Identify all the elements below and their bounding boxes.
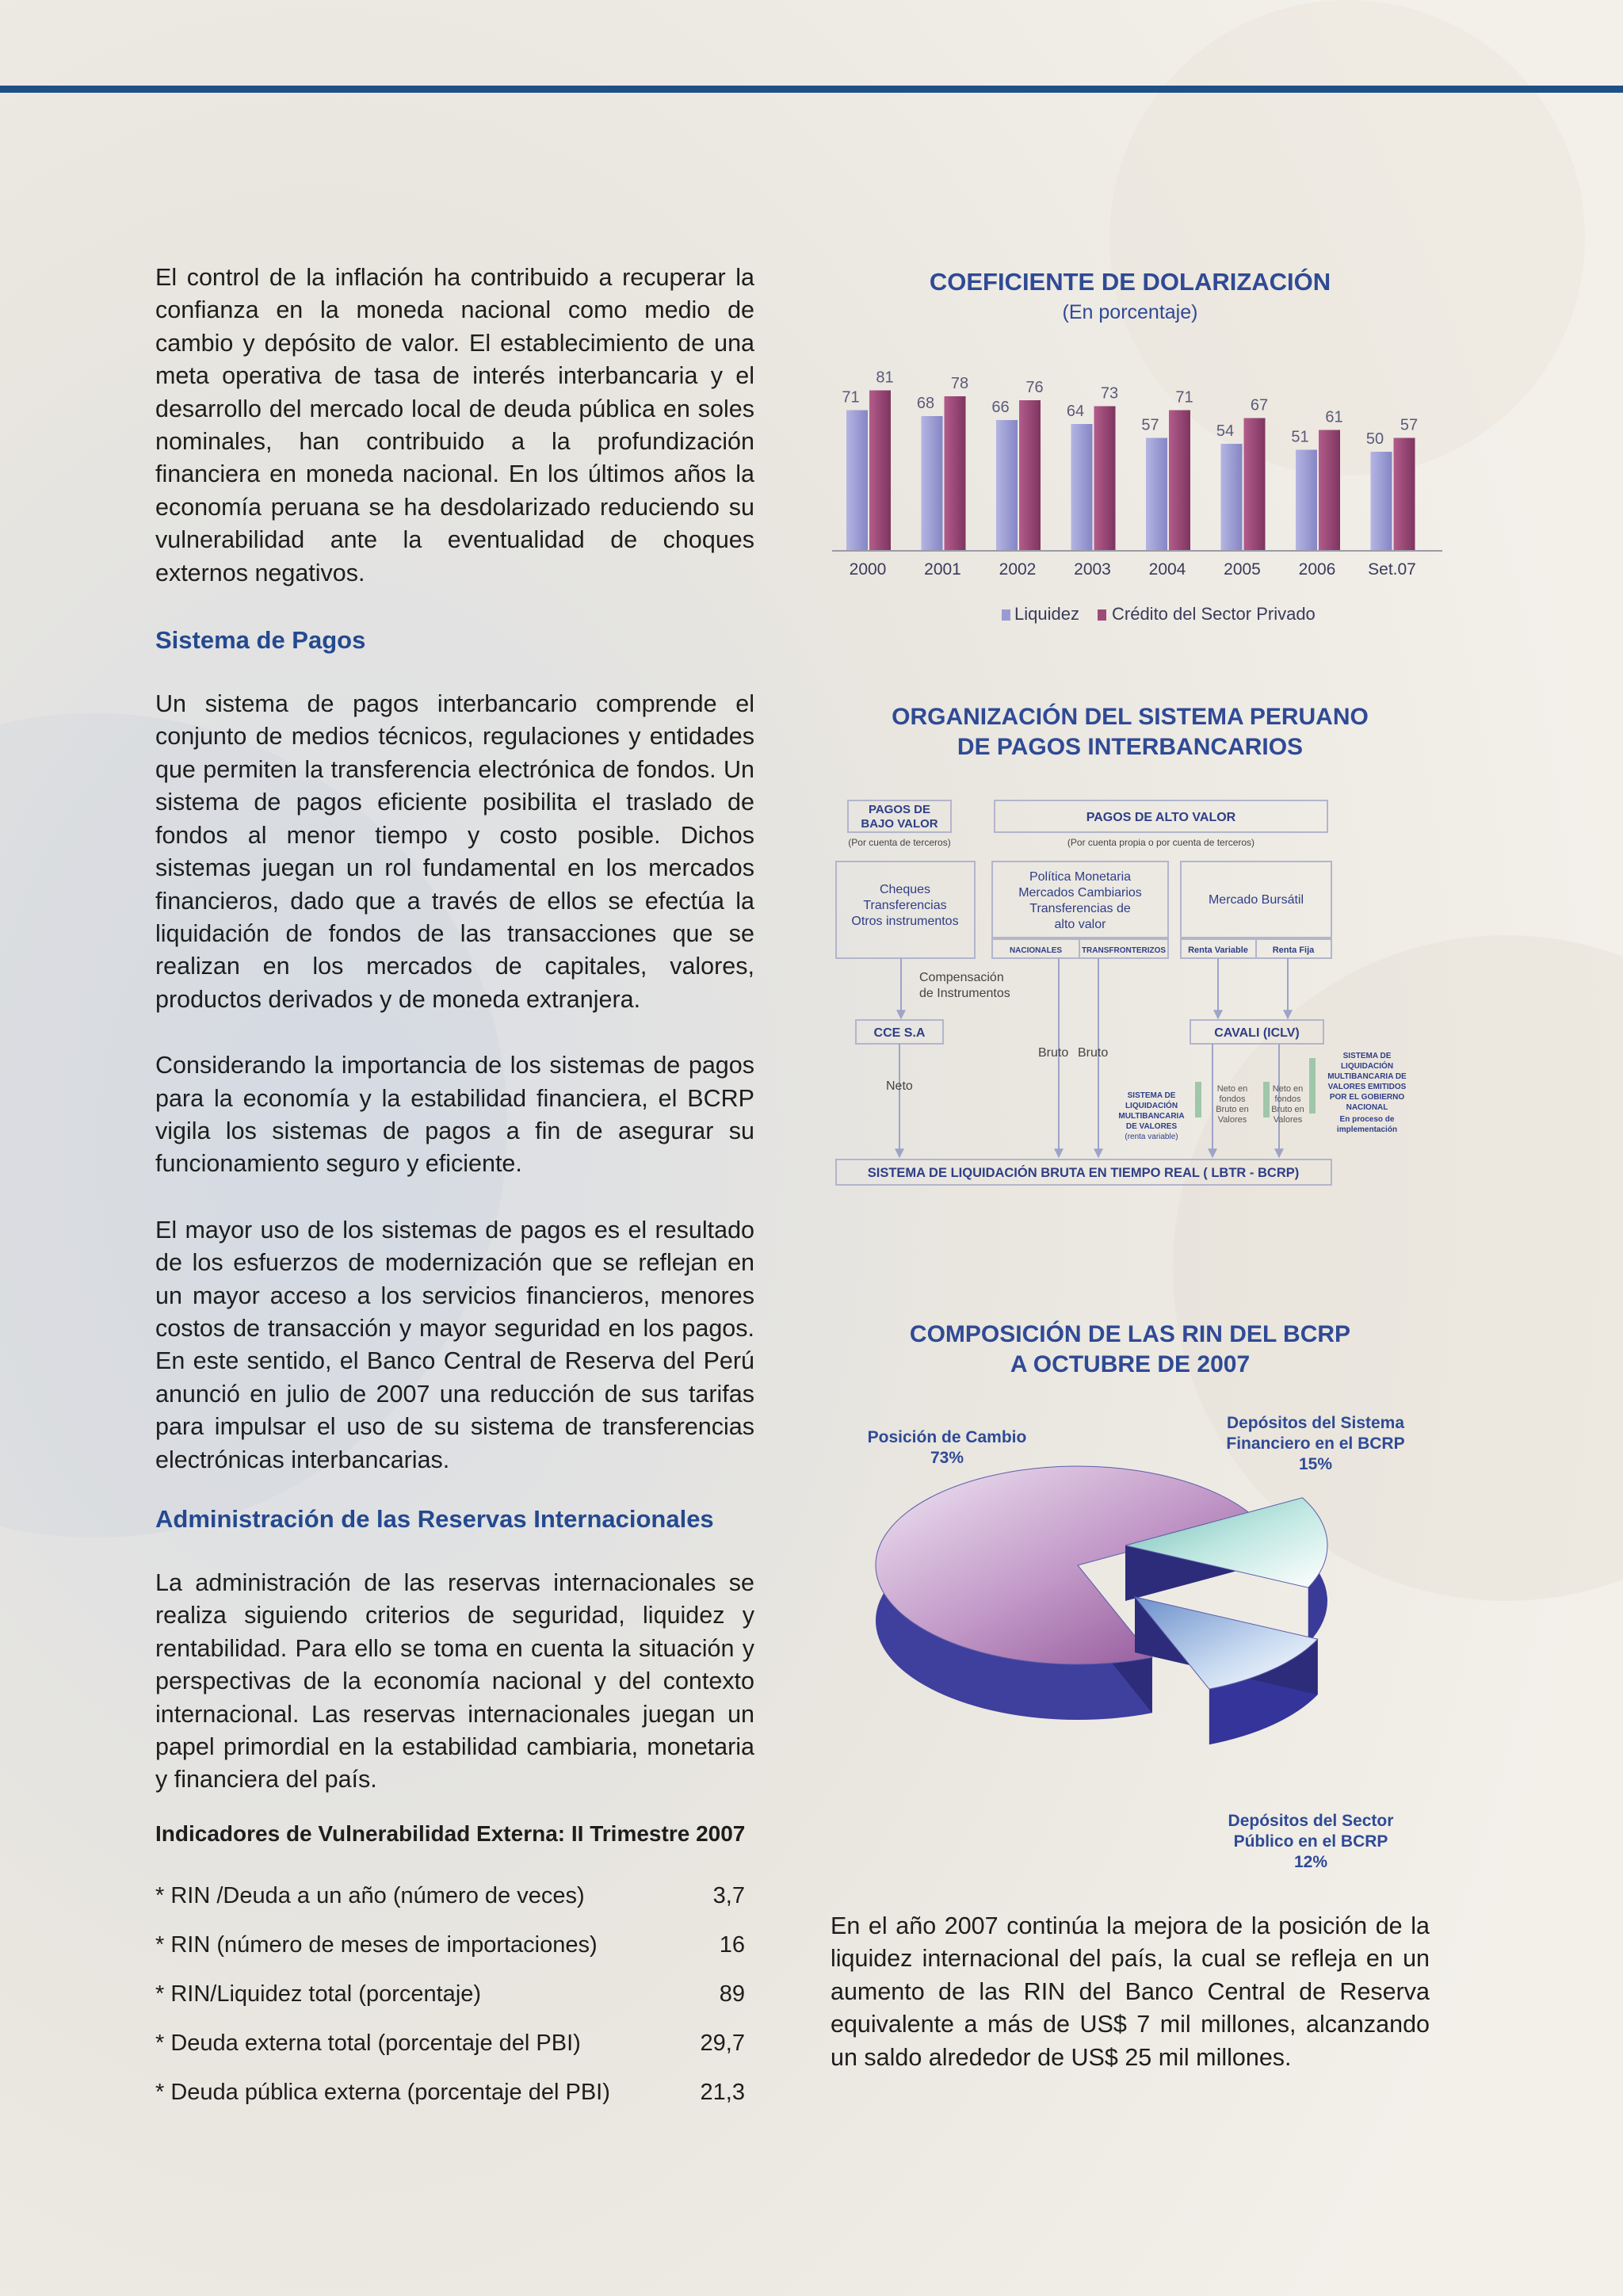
label-en-proceso: En proceso de [1339, 1115, 1395, 1124]
payments-diagram [824, 789, 1458, 1193]
legend [1002, 604, 1316, 624]
bar-credito-2006 [1319, 430, 1340, 552]
bar-value-label: 54 [1216, 422, 1235, 440]
x-tick-label: 2000 [849, 560, 887, 579]
label-bajo-valor: BAJO VALOR [861, 817, 938, 831]
pie-slice-label: Depósitos del Sistema [1226, 1414, 1405, 1432]
label-slmv-line: (renta variable) [1125, 1133, 1178, 1141]
indicator-label: * RIN /Deuda a un año (número de veces) [155, 1883, 585, 1908]
indicator-value: 89 [719, 1981, 745, 2007]
label-mercado-bursatil: Mercado Bursátil [1208, 893, 1304, 907]
label-bruto: Bruto [1078, 1046, 1109, 1060]
bar-value-label: 81 [876, 369, 894, 387]
bar-value-label: 71 [842, 388, 860, 407]
bar-credito-2004 [1169, 411, 1190, 552]
label-pagos-alto-valor: PAGOS DE ALTO VALOR [1086, 811, 1236, 824]
pie-slice-label: Financiero en el BCRP [1226, 1435, 1405, 1453]
indicator-label: * RIN (número de meses de importaciones) [155, 1932, 598, 1958]
green-marker [1195, 1082, 1201, 1117]
x-tick-label: 2003 [1074, 560, 1111, 579]
bar-value-label: 61 [1325, 408, 1343, 426]
indicator-value: 3,7 [712, 1883, 745, 1908]
bar-value-label: 51 [1291, 428, 1309, 446]
bar-value-label: 57 [1141, 416, 1159, 434]
label-neto-fondos-line: Bruto en [1271, 1105, 1304, 1114]
bar-liquidez-2004 [1146, 438, 1167, 552]
label-neto-fondos-line: Valores [1273, 1115, 1303, 1125]
label-bajo-valor-sub: (Por cuenta de terceros) [848, 837, 951, 848]
label-slmv-gobierno [1327, 1052, 1407, 1134]
label-slmv [1118, 1091, 1184, 1141]
label-transferencias-de: Transferencias de [1029, 902, 1131, 915]
x-tick-label: 2002 [999, 560, 1037, 579]
bar-credito-2002 [1019, 400, 1041, 551]
bar-liquidez-2002 [996, 420, 1018, 551]
label-neto-fondos-line: Neto en [1272, 1084, 1304, 1094]
bar-liquidez-2000 [846, 411, 868, 552]
label-renta-fija: Renta Fija [1272, 946, 1315, 955]
heading-reservas: Administración de las Reservas Internacionales [155, 1505, 714, 1533]
green-marker [1309, 1058, 1316, 1114]
indicator-value: 16 [719, 1932, 745, 1958]
label-alto-valor-sub: (Por cuenta propia o por cuenta de terceros) [1067, 837, 1255, 848]
bar-liquidez-2005 [1221, 444, 1243, 551]
heading-sistema-pagos: Sistema de Pagos [155, 626, 366, 655]
pie-slice-label: Depósitos del Sector [1228, 1812, 1394, 1830]
paragraph-bcrp-vigila: Considerando la importancia de los sistemas de pagos para la economía y la estabilidad financiera, el BCRP vigila los sistemas de pagos a fin de asegurar su funcionamiento seguro y eficiente. [155, 1052, 754, 1178]
legend-label-liquidez: Liquidez [1014, 604, 1079, 624]
bar-liquidez-2001 [922, 416, 943, 551]
x-tick-label: Set.07 [1368, 560, 1416, 579]
x-tick-label: 2001 [924, 560, 961, 579]
bar-credito-Set.07 [1394, 438, 1415, 552]
indicator-value: 29,7 [700, 2030, 745, 2056]
bar-value-label: 73 [1100, 384, 1119, 403]
indicator-row [155, 2030, 745, 2057]
indicator-label: * Deuda externa total (porcentaje del PBI) [155, 2030, 581, 2056]
green-marker [1263, 1082, 1270, 1117]
heading-indicadores: Indicadores de Vulnerabilidad Externa: II Trimestre 2007 [155, 1821, 746, 1846]
label-renta-variable: Renta Variable [1188, 946, 1248, 955]
label-slmv-gob-line: SISTEMA DE [1342, 1052, 1392, 1060]
x-tick-label: 2006 [1298, 560, 1336, 579]
left-column [155, 262, 754, 1797]
bar-chart-subtitle: (En porcentaje) [1062, 301, 1198, 323]
legend-swatch-liquidez [1002, 609, 1010, 621]
top-rule [0, 86, 1623, 93]
bar-liquidez-2006 [1296, 450, 1317, 552]
paragraph-modernizacion: El mayor uso de los sistemas de pagos es el resultado de los esfuerzos de modernización que se reflejan en un mayor acceso a los servicios financieros, menores costos de transacción y mayor seguridad en los pagos. En este sentido, el Banco Central de Reserva del Perú anunció en julio de 2007 una reducción de sus tarifas para impulsar el uso de su sistema de transferencias electrónicas interbancarias. [155, 1216, 754, 1473]
pie-slice-label: 73% [930, 1449, 964, 1467]
label-en-proceso: implementación [1336, 1125, 1398, 1134]
bar-credito-2000 [869, 391, 891, 552]
label-neto-fondos-line: Neto en [1216, 1084, 1248, 1094]
bar-credito-2001 [945, 396, 966, 551]
indicator-row [155, 1981, 745, 2008]
bar-chart [824, 333, 1450, 634]
label-neto-fondos-line: Valores [1217, 1115, 1247, 1125]
legend-label-credito: Crédito del Sector Privado [1112, 604, 1316, 624]
bar-value-label: 50 [1365, 430, 1384, 448]
label-alto-valor: alto valor [1054, 918, 1106, 931]
label-neto-fondos-line: fondos [1219, 1095, 1246, 1104]
label-neto: Neto [886, 1079, 913, 1093]
pie-slice-label: Posición de Cambio [867, 1428, 1027, 1446]
bar-credito-2003 [1094, 407, 1116, 552]
label-transferencias: Transferencias [863, 899, 947, 912]
diagram-title [829, 702, 1431, 762]
label-slmv-gob-line: VALORES EMITIDOS [1327, 1083, 1407, 1091]
label-compensacion: Compensación [919, 971, 1004, 984]
paragraph-rin-text: En el año 2007 continúa la mejora de la posición de la liquidez internacional del país, la cual se refleja en un aumento de las RIN del Banco Central de Reserva equivalente a más de US$ 7 mil millones, alcanzando un saldo alrededor de US$ 25 mil millones. [831, 1912, 1430, 2071]
label-slmv-line: LIQUIDACIÓN [1125, 1102, 1178, 1110]
label-pagos-de: PAGOS DE [868, 803, 931, 816]
label-otros-instrumentos: Otros instrumentos [851, 915, 959, 928]
label-slmv-gob-line: MULTIBANCARIA DE [1327, 1072, 1407, 1081]
diagram-title-line: ORGANIZACIÓN DEL SISTEMA PERUANO [892, 704, 1369, 730]
label-slmv-line: SISTEMA DE [1127, 1091, 1176, 1100]
bar-value-label: 71 [1175, 388, 1193, 407]
indicator-row [155, 1932, 745, 1958]
bar-value-label: 57 [1400, 416, 1419, 434]
pie-chart-title [829, 1320, 1431, 1380]
label-mercados-cambiarios: Mercados Cambiarios [1018, 886, 1142, 900]
indicator-row [155, 1883, 745, 1909]
pie-chart [824, 1414, 1450, 1871]
bar-value-label: 78 [950, 375, 969, 392]
paragraph-inflacion: El control de la inflación ha contribuido a recuperar la confianza en la moneda nacional como medio de cambio y depósito de valor. El establecimiento de una meta operativa de tasa de interés interbancaria y el desarrollo del mercado local de deuda pública en soles nominales, han contribuido a la profundización financiera en moneda nacional. En los últimos años la economía peruana se ha desdolarizado reduciendo su vulnerabilidad ante la eventualidad de choques externos negativos. [155, 264, 754, 586]
paragraph-rin-2007 [831, 1910, 1430, 2074]
label-nacionales: NACIONALES [1009, 946, 1063, 955]
label-slmv-line: MULTIBANCARIA [1118, 1112, 1185, 1121]
bar-value-label: 67 [1250, 396, 1269, 415]
legend-swatch-credito [1098, 609, 1106, 621]
pie-slice-label: Público en el BCRP [1233, 1832, 1388, 1851]
pie-chart-title-line: COMPOSICIÓN DE LAS RIN DEL BCRP [909, 1321, 1351, 1347]
bar-liquidez-Set.07 [1371, 452, 1392, 551]
label-neto-fondos-line: Bruto en [1216, 1105, 1249, 1114]
bar-value-label: 66 [991, 399, 1010, 416]
pie-chart-title-line: A OCTUBRE DE 2007 [1010, 1351, 1251, 1377]
label-cavali: CAVALI (ICLV) [1214, 1026, 1300, 1040]
indicator-row [155, 2080, 745, 2106]
bar-liquidez-2003 [1071, 424, 1093, 551]
diagram-title-line: DE PAGOS INTERBANCARIOS [957, 734, 1304, 760]
label-de-instrumentos: de Instrumentos [919, 987, 1010, 1000]
paragraph-reservas: La administración de las reservas internacionales se realiza siguiendo criterios de seguridad, liquidez y rentabilidad. Para ello se toma en cuenta la situación y perspectivas de la economía nacional y del contexto internacional. Las reservas internacionales juegan un papel primordial en la estabilidad cambiaria, monetaria y financiera del país. [155, 1569, 754, 1794]
label-bruto: Bruto [1038, 1046, 1069, 1060]
bar-chart-title: COEFICIENTE DE DOLARIZACIÓN [929, 268, 1331, 296]
label-slmv-gob-line: POR EL GOBIERNO [1329, 1093, 1405, 1102]
bar-value-label: 76 [1025, 379, 1044, 396]
paragraph-sistema-pagos: Un sistema de pagos interbancario comprende el conjunto de medios técnicos, regulaciones y entidades que permiten la transferencia electrónica de fondos. Un sistema de pagos eficiente posibilita el traslado de fondos al menor tiempo y costo posible. Dichos sistemas juegan un rol fundamental en los mercados financieros, dado que a través de ellos se efectúa la liquidación de fondos de las transacciones que se realizan en los mercados de capitales, valores, productos derivados y de moneda extranjera. [155, 690, 754, 1013]
indicator-label: * Deuda pública externa (porcentaje del PBI) [155, 2080, 610, 2105]
label-lbtr: SISTEMA DE LIQUIDACIÓN BRUTA EN TIEMPO REAL ( LBTR - BCRP) [867, 1166, 1300, 1180]
x-tick-label: 2005 [1224, 560, 1261, 579]
label-neto-fondos-2 [1271, 1084, 1304, 1125]
pie-slice-label: 12% [1293, 1853, 1328, 1871]
indicator-value: 21,3 [700, 2080, 745, 2105]
label-politica-monetaria: Política Monetaria [1029, 870, 1132, 884]
label-slmv-line: DE VALORES [1125, 1122, 1178, 1131]
label-cce: CCE S.A [873, 1026, 926, 1040]
label-cheques: Cheques [879, 883, 931, 896]
pie-slice-label: 15% [1298, 1455, 1333, 1473]
label-neto-fondos-line: fondos [1274, 1095, 1301, 1104]
label-neto-fondos-1 [1216, 1084, 1249, 1125]
label-slmv-gob-line: LIQUIDACIÓN [1340, 1062, 1394, 1071]
label-transfronterizos: TRANSFRONTERIZOS [1081, 946, 1167, 955]
x-tick-label: 2004 [1148, 560, 1186, 579]
bar-credito-2005 [1244, 418, 1266, 552]
bar-value-label: 68 [916, 395, 935, 412]
indicator-label: * RIN/Liquidez total (porcentaje) [155, 1981, 482, 2007]
bar-value-label: 64 [1066, 403, 1085, 420]
label-slmv-gob-line: NACIONAL [1346, 1103, 1388, 1112]
